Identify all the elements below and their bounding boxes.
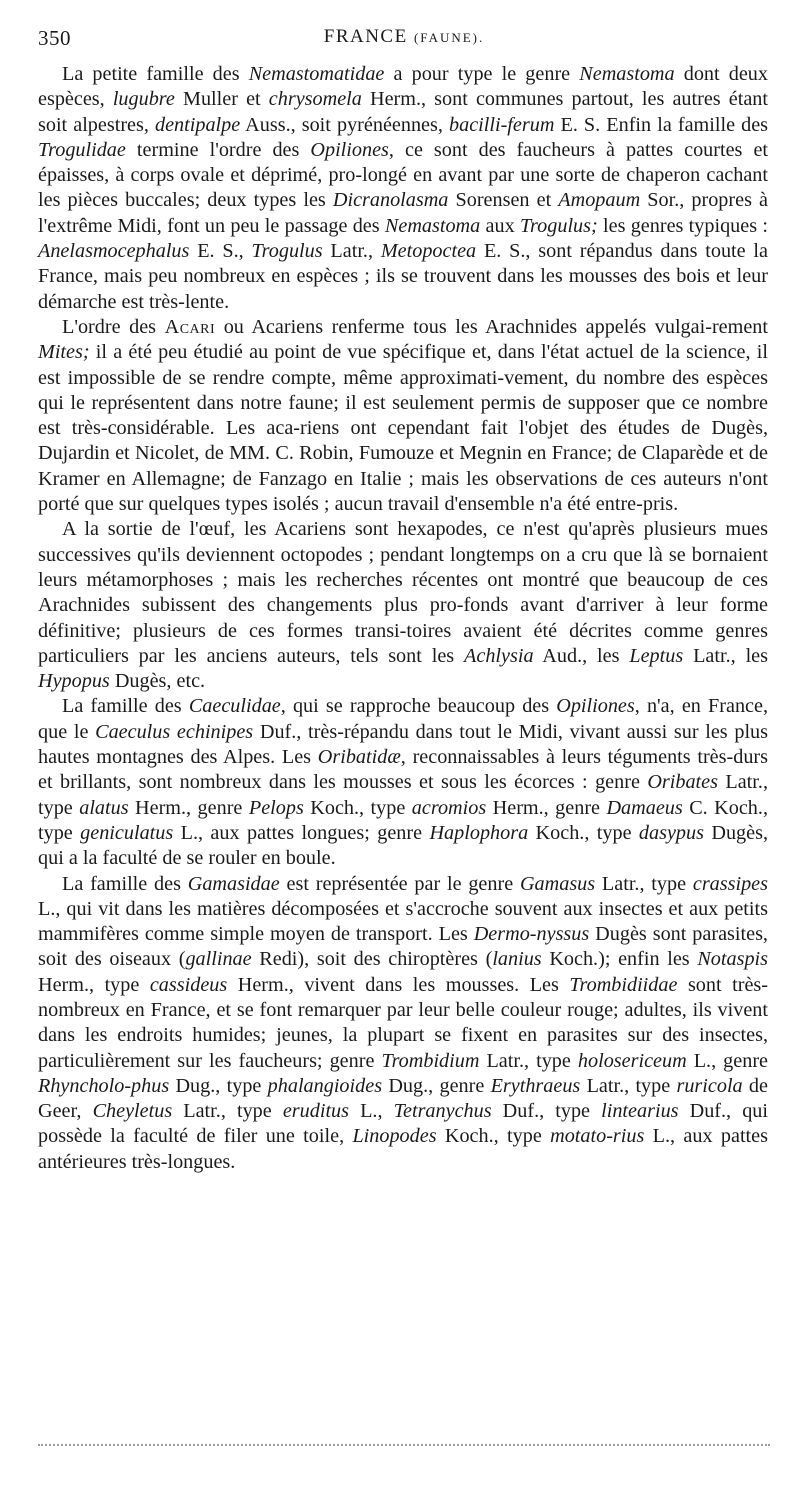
- text-run: Dug., type: [169, 1074, 268, 1097]
- text-run: est représentée par le genre: [279, 872, 520, 895]
- text-run: Latr.,: [322, 240, 381, 263]
- text-run: Koch.); enfin les: [541, 948, 698, 971]
- body-text: [38, 62, 768, 1175]
- italic-term: Gamasus: [519, 872, 596, 895]
- text-run: Dugès, etc.: [109, 670, 206, 693]
- italic-term: Achlysia: [464, 644, 534, 667]
- text-run: Redi), soit des chiroptères (: [251, 948, 493, 971]
- italic-term: Erythraeus: [490, 1074, 581, 1097]
- text-run: Herm., genre: [128, 796, 249, 819]
- italic-term: dasypus: [638, 821, 704, 844]
- italic-term: dentipalpe: [155, 113, 241, 136]
- text-run: il a été peu étudié au point de vue spécifique et, dans l'état actuel de la science, il est impossible de se rendre compte, même approximati-vement, du nombre des espèces qui le représentent dans notre faune; il est seulement permis de supposer que ce nombre est très-considérable. Les aca-riens ont cependant fait l'objet des études de Dugès, Dujardin et Nicolet, de MM. C. Robin, Fumouze et Megnin en France; de Claparède et de Kramer en Allemagne; de Fanzago en Italie ; mais les observations de ces auteurs n'ont porté que sur quelques types isolés ; aucun travail d'ensemble n'a été entre-pris.: [38, 341, 768, 516]
- text-run: Herm., type: [38, 973, 150, 996]
- italic-term: holosericeum: [577, 1049, 687, 1072]
- italic-term: Trombidium: [381, 1049, 480, 1072]
- italic-term: gallinae: [185, 948, 252, 971]
- paragraph: [38, 517, 768, 694]
- text-run: L.,: [349, 1100, 394, 1123]
- text-run: Koch., type: [436, 1125, 551, 1148]
- text-run: Dug., genre: [382, 1074, 491, 1097]
- text-run: Auss., soit pyrénéennes,: [240, 113, 449, 136]
- text-run: Herm., vivent dans les mousses. Les: [227, 973, 570, 996]
- italic-term: Tetranychus: [393, 1100, 492, 1123]
- text-run: Sor., propres à l'extrême Midi, font un peu le passage des: [38, 189, 769, 237]
- italic-term: motato-rius: [550, 1125, 645, 1148]
- running-head: [38, 26, 770, 48]
- text-run: aux: [480, 214, 520, 237]
- italic-term: Trogulidae: [38, 138, 126, 161]
- italic-term: bacilli-ferum: [449, 113, 555, 136]
- text-run: Herm., sont communes partout, les autres étant soit alpestres,: [38, 88, 769, 136]
- italic-term: geniculatus: [80, 821, 174, 844]
- text-run: dont deux espèces,: [38, 63, 768, 111]
- italic-term: Opiliones: [556, 695, 635, 718]
- italic-term: crassipes: [692, 872, 769, 895]
- paragraph: [38, 315, 768, 517]
- italic-term: Dermo-nyssus: [473, 923, 590, 946]
- text-run: L., aux pattes longues; genre: [173, 821, 430, 844]
- italic-term: Cheyletus: [92, 1100, 173, 1123]
- text-run: Latr., les: [683, 644, 768, 667]
- italic-term: Nemastoma: [579, 63, 675, 85]
- page-header: [38, 26, 770, 58]
- italic-term: Trogulus;: [519, 214, 598, 237]
- italic-term: Damaeus: [606, 796, 683, 819]
- text-run: Herm., genre: [486, 796, 607, 819]
- italic-term: Oribates: [647, 771, 718, 794]
- italic-term: phalangioides: [267, 1074, 383, 1097]
- text-run: Duf., très-répandu dans tout le Midi, vivant aussi sur les plus hautes montagnes des Alpes. Les: [38, 720, 769, 769]
- text-run: L., qui vit dans les matières décomposées et s'accroche souvent aux insectes et aux petits mammifères comme simple moyen de transport. Les: [38, 897, 768, 946]
- italic-term: Trombidiidae: [569, 973, 678, 996]
- small-caps-term: Acari: [164, 315, 216, 338]
- italic-term: Caeculidae: [188, 695, 281, 718]
- italic-term: Linopodes: [352, 1125, 437, 1148]
- text-run: L., genre: [686, 1049, 768, 1072]
- text-run: La famille des: [62, 872, 188, 895]
- italic-term: ruricola: [676, 1074, 743, 1097]
- text-run: La petite famille des: [62, 63, 249, 85]
- footer-dotted-rule: [38, 1444, 770, 1446]
- italic-term: Dicranolasma: [332, 189, 449, 212]
- text-run: E. S.,: [189, 240, 252, 263]
- italic-term: Rhyncholo-phus: [38, 1074, 170, 1097]
- italic-term: chrysomela: [268, 88, 362, 111]
- text-run: sont très-nombreux en France, et se font remarquer par leur belle couleur rouge; adultes, ils vivent dans les endroits humides; jeunes, la plupart se fixent en parasites sur des insectes, particulièrement sur les faucheurs; genre: [38, 973, 768, 1072]
- italic-term: cassideus: [149, 973, 228, 996]
- italic-term: Trogulus: [251, 240, 323, 263]
- italic-term: Mites;: [38, 341, 90, 364]
- italic-term: lugubre: [112, 88, 175, 111]
- paragraph: [38, 872, 768, 1176]
- running-head-subtitle: (FAUNE).: [413, 30, 485, 45]
- italic-term: Haplophora: [429, 821, 529, 844]
- text-run: Koch., type: [303, 796, 412, 819]
- text-run: E. S., sont répandus dans toute la France, mais peu nombreux en espèces ; ils se trouvent dans les mousses des bois et leur démarche est très-lente.: [38, 240, 769, 313]
- text-run: L'ordre des: [62, 315, 165, 338]
- text-run: Latr., type: [595, 872, 693, 895]
- text-run: Koch., type: [528, 821, 639, 844]
- text-run: , ce sont des faucheurs à pattes courtes et épaisses, à corps ovale et déprimé, pro-longé en avant par une sorte de chaperon cachant les pièces buccales; deux types les: [38, 138, 769, 212]
- text-run: Latr., type: [479, 1049, 578, 1072]
- italic-term: lanius: [492, 948, 542, 971]
- text-run: Dugès, qui a la faculté de se rouler en boule.: [38, 821, 769, 870]
- text-run: , n'a, en France, que le: [38, 695, 769, 743]
- text-run: A la sortie de l'œuf, les Acariens sont hexapodes, ce n'est qu'après plusieurs mues successives qu'ils deviennent octopodes ; pendant longtemps on a cru que là se bornaient leurs métamorphoses ; mais les recherches récentes ont montré que beaucoup de ces Arachnides subissent des changements plus pro-fonds avant d'arriver à leur forme définitive; plusieurs de ces formes transi-toires avaient été décrites comme genres particuliers par les anciens auteurs, tels sont les: [38, 518, 768, 667]
- italic-term: Amopaum: [558, 189, 641, 212]
- italic-term: Gamasidae: [187, 872, 280, 895]
- italic-term: Metopoctea: [380, 240, 477, 263]
- text-run: Dugès sont parasites, soit des oiseaux (: [38, 923, 768, 971]
- text-run: termine l'ordre des: [125, 138, 311, 161]
- text-run: , reconnaissables à leurs téguments très-durs et brillants, sont nombreux dans les mousses et sous les écorces : genre: [38, 746, 768, 794]
- italic-term: lintearius: [601, 1100, 679, 1123]
- paragraph: [38, 694, 768, 871]
- text-run: Latr., type: [172, 1100, 283, 1123]
- paragraph: [38, 62, 768, 315]
- text-run: les genres typiques :: [597, 214, 768, 237]
- text-run: Aud., les: [533, 644, 630, 667]
- text-run: La famille des: [62, 695, 189, 718]
- text-run: de Geer,: [38, 1074, 768, 1123]
- italic-term: Nemastomatidae: [248, 63, 385, 85]
- text-run: ou Acariens renferme tous les Arachnides appelés vulgai-rement: [215, 315, 768, 338]
- italic-term: acromios: [411, 796, 487, 819]
- running-head-title: FRANCE: [323, 26, 408, 47]
- italic-term: Hypopus: [38, 670, 110, 693]
- italic-term: Anelasmocephalus: [38, 240, 190, 263]
- italic-term: Caeculus echinipes: [95, 720, 254, 743]
- italic-term: Leptus: [629, 644, 684, 667]
- italic-term: Notaspis: [697, 948, 769, 971]
- italic-term: Pelops: [248, 796, 304, 819]
- text-run: L., aux pattes antérieures très-longues.: [38, 1125, 768, 1173]
- italic-term: Opiliones: [310, 138, 389, 161]
- italic-term: Oribatidæ: [317, 746, 401, 769]
- text-run: Duf., type: [491, 1100, 602, 1123]
- italic-term: eruditus: [282, 1100, 349, 1123]
- text-run: a pour type le genre: [384, 63, 580, 85]
- text-run: , qui se rapproche beaucoup des: [280, 695, 557, 718]
- text-run: C. Koch., type: [38, 796, 768, 844]
- italic-term: Nemastoma: [384, 214, 481, 237]
- text-run: E. S. Enfin la famille des: [554, 113, 769, 136]
- text-run: Latr., type: [580, 1074, 677, 1097]
- text-run: Muller et: [174, 88, 269, 111]
- text-run: Sorensen et: [448, 189, 559, 212]
- italic-term: alatus: [79, 796, 129, 819]
- text-run: Duf., qui possède la faculté de filer une toile,: [38, 1100, 768, 1148]
- page-number: 350: [38, 26, 71, 50]
- text-run: Latr., type: [38, 771, 768, 819]
